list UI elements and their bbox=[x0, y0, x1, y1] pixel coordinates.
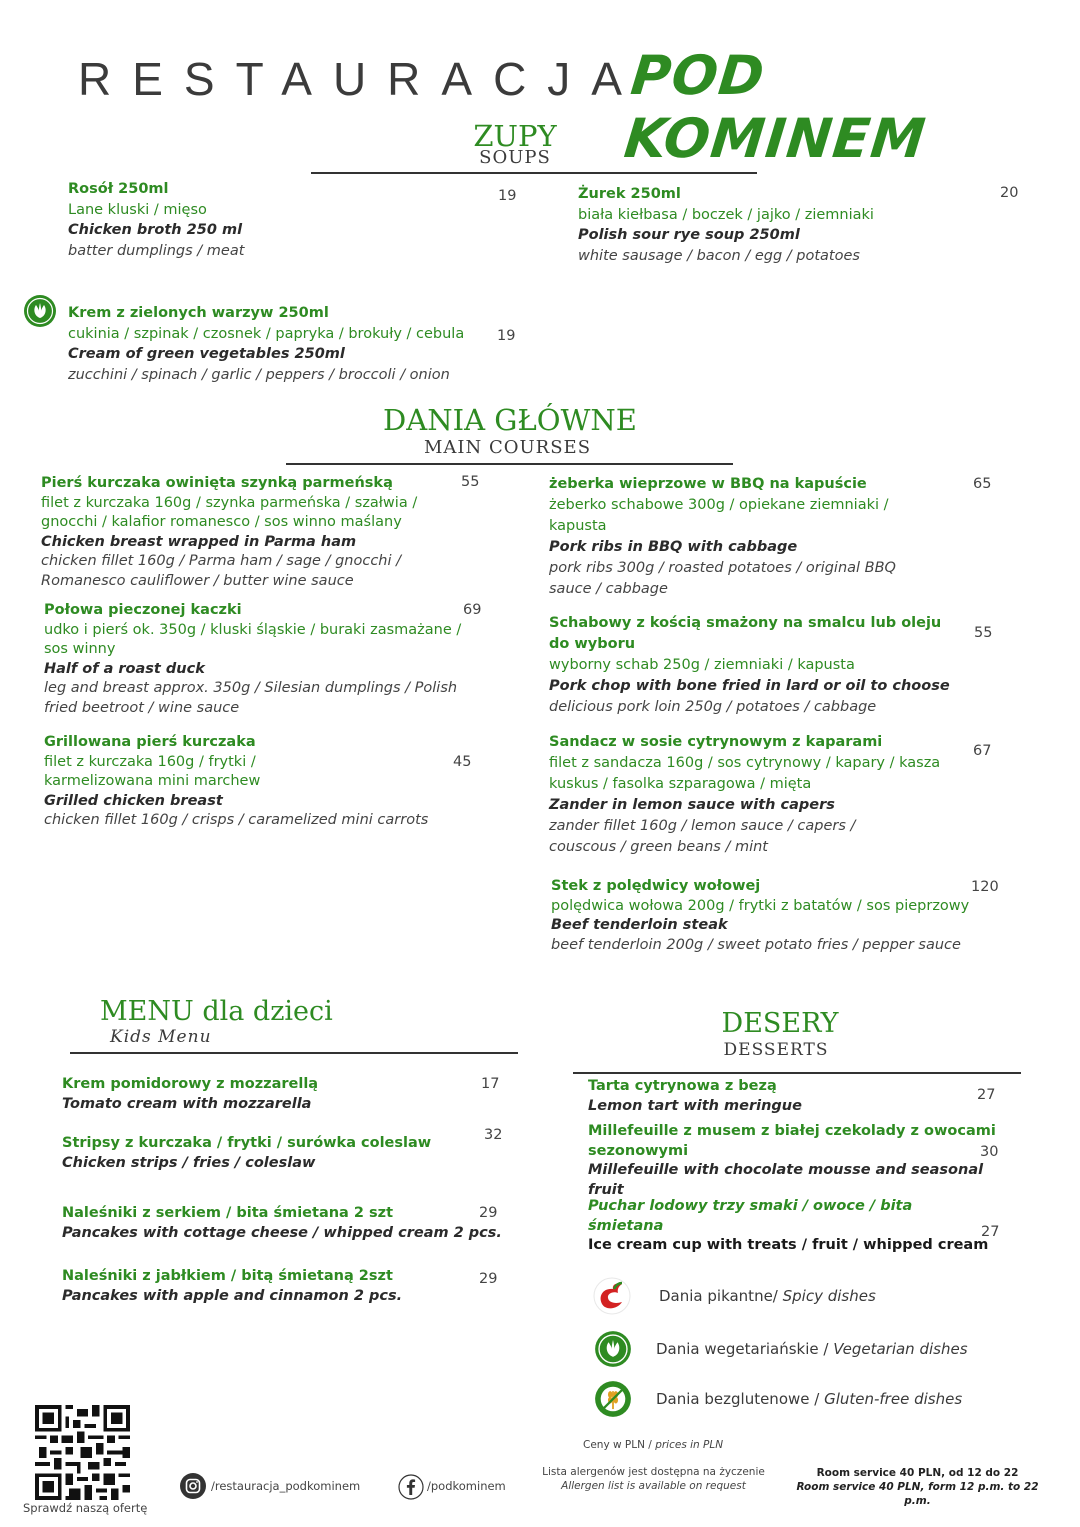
item-name-en: Chicken breast wrapped in Parma ham bbox=[41, 533, 357, 550]
menu-item bbox=[62, 1267, 402, 1306]
item-desc-pl: karmelizowana mini marchew bbox=[44, 773, 261, 789]
menu-item bbox=[44, 733, 428, 831]
item-name-pl: Krem z zielonych warzyw 250ml bbox=[68, 305, 329, 321]
brand-name-left: RESTAURACJA bbox=[78, 53, 643, 105]
menu-item bbox=[68, 179, 244, 261]
item-desc-en: fried beetroot / wine sauce bbox=[44, 699, 240, 716]
item-desc-pl: gnocchi / kalafior romanesco / sos winno maślany bbox=[41, 514, 402, 530]
menu-item bbox=[549, 732, 940, 858]
item-price: 65 bbox=[973, 476, 992, 492]
item-name-en: Pork ribs in BBQ with cabbage bbox=[549, 539, 798, 555]
item-desc-en: leg and breast approx. 350g / Silesian dumplings / Polish bbox=[44, 680, 458, 696]
prices-note-pl: Ceny w PLN / bbox=[583, 1439, 656, 1451]
soups-title: ZUPY bbox=[473, 119, 557, 153]
legend-label-pl: Dania bezglutenowe / bbox=[656, 1390, 825, 1408]
vegetarian-icon bbox=[23, 294, 57, 328]
allergen-note bbox=[536, 1465, 771, 1493]
prices-note bbox=[583, 1439, 723, 1451]
item-price: 27 bbox=[981, 1224, 1000, 1240]
item-price: 20 bbox=[1000, 185, 1019, 201]
vegetarian-icon bbox=[594, 1330, 632, 1368]
item-name-pl: Stek z polędwicy wołowej bbox=[551, 878, 761, 894]
facebook-handle[interactable]: /podkominem bbox=[427, 1479, 506, 1493]
item-price: 55 bbox=[974, 625, 993, 641]
item-desc-pl: filet z kurczaka 160g / frytki / bbox=[44, 753, 256, 770]
menu-item bbox=[41, 474, 417, 591]
allergen-note-pl: Lista alergenów jest dostępna na życzenie bbox=[542, 1466, 765, 1478]
item-name-pl: Stripsy z kurczaka / frytki / surówka coleslaw bbox=[62, 1135, 432, 1151]
item-name-pl: żeberka wieprzowe w BBQ na kapuście bbox=[549, 476, 867, 492]
item-desc-en: chicken fillet 160g / crisps / caramelized mini carrots bbox=[44, 812, 429, 828]
item-name-pl: Rosół 250ml bbox=[68, 181, 169, 197]
item-name-en: Zander in lemon sauce with capers bbox=[549, 797, 835, 813]
item-name-en: Cream of green vegetables 250ml bbox=[68, 346, 345, 362]
item-name-pl: Sandacz w sosie cytrynowym z kaparami bbox=[549, 734, 883, 750]
legend-label-en: Gluten-free dishes bbox=[824, 1390, 963, 1408]
item-name-en: Ice cream cup with treats / fruit / whipped cream bbox=[588, 1237, 989, 1253]
item-name-pl: Schabowy z kością smażony na smalcu lub oleju bbox=[549, 615, 942, 631]
item-desc-en: delicious pork loin 250g / potatoes / cabbage bbox=[549, 699, 877, 715]
menu-item bbox=[62, 1204, 502, 1243]
qr-caption: Sprawdź naszą ofertę bbox=[23, 1501, 148, 1515]
item-price: 19 bbox=[498, 188, 517, 204]
legend-vegetarian bbox=[594, 1330, 968, 1368]
item-desc-en: batter dumplings / meat bbox=[68, 242, 245, 259]
item-desc-pl: sos winny bbox=[44, 641, 116, 657]
item-name-en: Chicken broth 250 ml bbox=[68, 222, 243, 238]
legend-label-en: Vegetarian dishes bbox=[833, 1340, 968, 1358]
mains-title: DANIA GŁÓWNE bbox=[383, 403, 637, 437]
item-name-en: Polish sour rye soup 250ml bbox=[578, 227, 800, 243]
item-price: 29 bbox=[479, 1205, 498, 1221]
menu-item bbox=[62, 1075, 318, 1114]
brand-name-right: POD KOMINEM bbox=[621, 44, 929, 170]
item-desc-en: zander fillet 160g / lemon sauce / capers / bbox=[549, 818, 856, 834]
item-name-en: Pancakes with cottage cheese / whipped cream 2 pcs. bbox=[62, 1224, 502, 1241]
item-desc-pl: kuskus / fasolka szparagowa / mięta bbox=[549, 776, 812, 792]
kids-title: MENU dla dzieci bbox=[100, 996, 333, 1027]
item-name-pl: do wyboru bbox=[549, 636, 636, 652]
item-name-en: Pancakes with apple and cinnamon 2 pcs. bbox=[62, 1287, 403, 1304]
item-price: 69 bbox=[463, 602, 482, 618]
item-desc-pl: filet z kurczaka 160g / szynka parmeńska / szałwia / bbox=[41, 494, 418, 511]
item-price: 30 bbox=[980, 1144, 999, 1160]
item-desc-pl: Lane kluski / mięso bbox=[68, 201, 207, 218]
legend-label-en: Spicy dishes bbox=[782, 1287, 876, 1305]
item-desc-en: pork ribs 300g / roasted potatoes / original BBQ bbox=[549, 560, 896, 576]
item-desc-en: Romanesco cauliflower / butter wine sauce bbox=[41, 572, 354, 589]
item-price: 29 bbox=[479, 1271, 498, 1287]
item-price: 19 bbox=[497, 328, 516, 344]
menu-item bbox=[588, 1077, 802, 1116]
soups-subtitle: SOUPS bbox=[479, 147, 551, 168]
room-service-en: Room service 40 PLN, form 12 p.m. to 22 p.m. bbox=[796, 1481, 1039, 1507]
kids-divider bbox=[70, 1052, 518, 1054]
item-name-pl: Pierś kurczaka owinięta szynką parmeńską bbox=[41, 475, 393, 491]
menu-item bbox=[551, 877, 969, 955]
item-desc-pl: polędwica wołowa 200g / frytki z batatów / sos pieprzowy bbox=[551, 897, 970, 914]
item-name-en: Half of a roast duck bbox=[44, 660, 205, 677]
item-name-pl: Millefeuille z musem z białej czekolady z owocami bbox=[588, 1123, 996, 1139]
item-desc-pl: biała kiełbasa / boczek / jajko / ziemniaki bbox=[578, 206, 874, 223]
item-name-pl: sezonowymi bbox=[588, 1142, 689, 1159]
item-name-pl: Krem pomidorowy z mozzarellą bbox=[62, 1076, 319, 1092]
facebook-icon[interactable] bbox=[398, 1474, 424, 1500]
item-desc-en: couscous / green beans / mint bbox=[549, 839, 768, 855]
item-name-en: Millefeuille with chocolate mousse and seasonal bbox=[588, 1162, 984, 1178]
item-desc-pl: udko i pierś ok. 350g / kluski śląskie / buraki zasmażane / bbox=[44, 621, 462, 638]
menu-item bbox=[44, 601, 461, 718]
item-price: 27 bbox=[977, 1087, 996, 1103]
item-name-pl: Grillowana pierś kurczaka bbox=[44, 734, 256, 750]
item-name-pl: Żurek 250ml bbox=[578, 186, 681, 202]
item-desc-en: sauce / cabbage bbox=[549, 581, 668, 597]
item-name-en: Tomato cream with mozzarella bbox=[62, 1095, 312, 1112]
desserts-subtitle: DESSERTS bbox=[723, 1040, 829, 1060]
instagram-icon[interactable] bbox=[180, 1473, 206, 1499]
legend-label bbox=[656, 1390, 962, 1408]
menu-item bbox=[68, 303, 464, 385]
item-desc-en: chicken fillet 160g / Parma ham / sage / gnocchi / bbox=[41, 553, 402, 569]
chili-icon bbox=[592, 1276, 632, 1316]
item-name-en: fruit bbox=[588, 1181, 624, 1198]
item-desc-pl: żeberko schabowe 300g / opiekane ziemniaki / bbox=[549, 497, 889, 513]
item-desc-en: zucchini / spinach / garlic / peppers / broccoli / onion bbox=[68, 366, 450, 383]
room-service-note bbox=[785, 1466, 1050, 1508]
item-name-en: Lemon tart with meringue bbox=[588, 1097, 802, 1114]
item-name-pl: Naleśniki z jabłkiem / bitą śmietaną 2szt bbox=[62, 1268, 393, 1284]
item-price: 17 bbox=[481, 1076, 500, 1092]
legend-label-pl: Dania wegetariańskie / bbox=[656, 1340, 834, 1358]
item-name-pl: Puchar lodowy trzy smaki / owoce / bita bbox=[588, 1198, 913, 1214]
menu-item bbox=[588, 1122, 999, 1200]
legend-label-pl: Dania pikantne/ bbox=[659, 1287, 783, 1305]
kids-subtitle: Kids Menu bbox=[110, 1027, 212, 1047]
item-desc-pl: kapusta bbox=[549, 518, 607, 534]
soups-divider bbox=[311, 172, 757, 174]
room-service-pl: Room service 40 PLN, od 12 do 22 bbox=[816, 1467, 1019, 1479]
instagram-handle[interactable]: /restauracja_podkominem bbox=[211, 1479, 361, 1493]
item-price: 120 bbox=[971, 879, 999, 895]
item-name-en: Beef tenderloin steak bbox=[551, 917, 728, 933]
qr-code-icon[interactable] bbox=[35, 1405, 130, 1500]
item-name-en: Chicken strips / fries / coleslaw bbox=[62, 1154, 316, 1171]
item-price: 67 bbox=[973, 743, 992, 759]
item-desc-pl: filet z sandacza 160g / sos cytrynowy / kapary / kasza bbox=[549, 755, 941, 771]
legend-label bbox=[656, 1340, 968, 1358]
mains-divider bbox=[286, 463, 733, 465]
menu-item bbox=[549, 474, 896, 600]
item-name-pl: Tarta cytrynowa z bezą bbox=[588, 1078, 777, 1094]
item-name-en: Grilled chicken breast bbox=[44, 792, 223, 809]
item-price: 55 bbox=[461, 474, 480, 490]
legend-spicy bbox=[592, 1276, 876, 1316]
item-price: 45 bbox=[453, 754, 472, 770]
menu-item bbox=[549, 613, 950, 718]
item-name-pl: Połowa pieczonej kaczki bbox=[44, 602, 242, 618]
allergen-note-en: Allergen list is available on request bbox=[561, 1480, 746, 1492]
item-desc-en: beef tenderloin 200g / sweet potato fries / pepper sauce bbox=[551, 936, 961, 953]
item-name-en: Pork chop with bone fried in lard or oil to choose bbox=[549, 678, 950, 694]
item-desc-pl: cukinia / szpinak / czosnek / papryka / brokuły / cebula bbox=[68, 325, 465, 342]
item-name-pl: śmietana bbox=[588, 1217, 664, 1234]
menu-item bbox=[588, 1197, 988, 1256]
item-price: 32 bbox=[484, 1127, 503, 1143]
desserts-divider bbox=[573, 1072, 1021, 1074]
item-desc-en: white sausage / bacon / egg / potatoes bbox=[578, 247, 860, 264]
menu-item bbox=[62, 1134, 431, 1173]
desserts-title: DESERY bbox=[721, 1008, 839, 1039]
menu-item bbox=[578, 184, 874, 266]
prices-note-en: prices in PLN bbox=[655, 1439, 724, 1451]
item-name-pl: Naleśniki z serkiem / bita śmietana 2 szt bbox=[62, 1205, 394, 1221]
gluten-free-icon bbox=[594, 1380, 632, 1418]
item-desc-pl: wyborny schab 250g / ziemniaki / kapusta bbox=[549, 657, 855, 673]
mains-subtitle: MAIN COURSES bbox=[423, 437, 592, 458]
legend-label bbox=[659, 1287, 876, 1305]
legend-gluten-free bbox=[594, 1380, 962, 1418]
